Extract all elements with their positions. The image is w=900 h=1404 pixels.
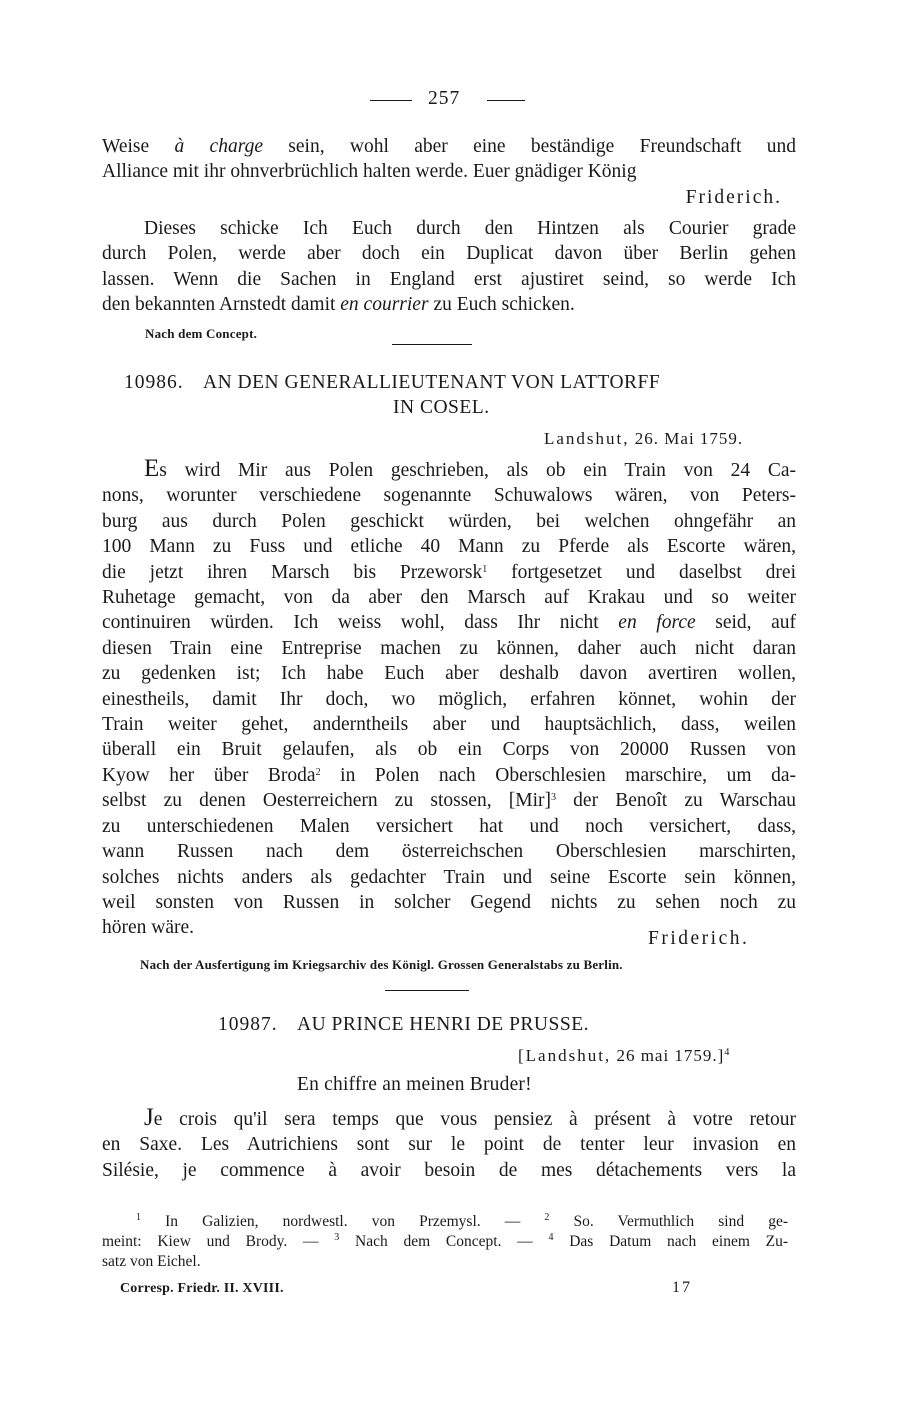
italic-phrase: à charge	[174, 136, 263, 157]
italic-phrase: en courrier	[340, 294, 429, 316]
text-line: diesen Train eine Entreprise machen zu können, daher auch nicht daran	[102, 637, 796, 659]
text-line: selbst zu denen Oesterreichern zu stossen, [Mir]$^3$ der Benoît zu Warschau	[102, 790, 796, 812]
italic-phrase: en force	[618, 612, 696, 634]
letter-number: 10987.	[218, 1014, 278, 1035]
text-line: Ruhetage gemacht, von da aber den Marsch auf Krakau und so weiter	[102, 587, 796, 609]
text-line: solches nichts anders als gedachter Train und seine Escorte sein können,	[102, 866, 796, 888]
header-rule-right	[487, 100, 525, 101]
text-line: Dieses schicke Ich Euch durch den Hintzen als Courier grade	[144, 218, 796, 239]
text-line: durch Polen, werde aber doch ein Duplicat davon über Berlin gehen	[102, 243, 796, 265]
text-line: Train weiter gehet, anderntheils aber und hauptsächlich, dass, weilen	[102, 714, 796, 736]
signature-mark: Corresp. Friedr. II. XVIII.	[120, 1281, 284, 1296]
text-line: hören wäre.	[102, 917, 195, 939]
letter-date	[544, 429, 743, 449]
footnote-ref: 4	[724, 1047, 731, 1058]
initial-letter: E	[144, 455, 160, 482]
text-line: Je crois qu'il sera temps que vous pensiez à présent à votre retour	[144, 1104, 796, 1131]
footnote-ref: 1	[136, 1212, 141, 1223]
date-value: 26. Mai 1759.	[634, 429, 744, 448]
text-line: Silésie, je commence à avoir besoin de mes détachements vers la	[102, 1159, 796, 1181]
date-value: 26 mai 1759.]	[616, 1046, 725, 1065]
page-number: 257	[428, 88, 461, 109]
sheet-number: 17	[672, 1279, 692, 1296]
text-line: weil sonsten von Russen in solcher Gegend nichts zu sehen noch zu	[102, 891, 796, 913]
letter-date	[518, 1046, 730, 1066]
section-rule	[385, 990, 469, 991]
text-line: zu unterschiedenen Malen versichert hat und noch versichert, dass,	[102, 815, 796, 837]
text-line: 100 Mann zu Fuss und etliche 40 Mann zu Pferde als Escorte wären,	[102, 536, 796, 558]
source-note: Nach dem Concept.	[145, 326, 258, 341]
footnote-line: $^1$ In Galizien, nordwestl. von Przemysl. — $^2$ So. Vermuthlich sind ge-	[136, 1212, 789, 1230]
text-line: Weise à charge sein, wohl aber eine beständige Freundschaft und	[102, 136, 796, 157]
text-line: burg aus durch Polen geschickt würden, bei welchen ohngefähr an	[102, 510, 796, 532]
footnote-ref: 3	[334, 1232, 340, 1243]
date-place: [Landshut,	[518, 1046, 612, 1065]
section-rule	[392, 344, 472, 345]
header-rule-left	[370, 100, 412, 101]
footnote-ref: 2	[315, 766, 321, 778]
letter-number: 10986.	[124, 372, 184, 393]
text-line: wann Russen nach dem österreichschen Oberschlesien marschirten,	[102, 841, 796, 863]
footnote-ref: 3	[551, 792, 556, 804]
text-line: überall ein Bruit gelaufen, als ob ein Corps von 20000 Russen von	[102, 739, 796, 761]
signature: Friderich.	[685, 186, 782, 208]
text-line: einestheils, damit Ihr doch, wo möglich, erfahren könnet, wohin der	[102, 688, 796, 710]
date-place: Landshut,	[544, 429, 630, 448]
initial-letter: J	[144, 1104, 154, 1131]
letter-heading	[218, 1014, 589, 1036]
letter-continuation	[102, 134, 796, 210]
footnote-ref: 2	[544, 1212, 550, 1223]
text-line: en Saxe. Les Autrichiens sont sur le point de tenter leur invasion en	[102, 1134, 796, 1156]
source-note: Nach der Ausfertigung im Kriegsarchiv des Königl. Grossen Generalstabs zu Berlin.	[140, 957, 623, 972]
footnote-ref: 1	[482, 563, 488, 575]
postscript	[102, 216, 796, 318]
letter-body	[102, 1104, 796, 1183]
heading-line: AU PRINCE HENRI DE PRUSSE.	[297, 1014, 589, 1035]
footnote-line: satz von Eichel.	[102, 1253, 201, 1270]
footnotes	[102, 1212, 788, 1272]
text-line: continuiren würden. Ich weiss wohl, dass Ihr nicht en force seid, auf	[102, 612, 797, 634]
signature: Friderich.	[648, 928, 750, 949]
footnote-line: meint: Kiew und Brody. — $^3$ Nach dem Concept. — $^4$ Das Datum nach einem Zu-	[102, 1232, 789, 1250]
text-line: zu gedenken ist; Ich habe Euch aber deshalb davon avertiren wollen,	[102, 663, 796, 685]
text-line: Alliance mit ihr ohnverbrüchlich halten werde. Euer gnädiger König	[102, 161, 637, 183]
text-line: Kyow her über Broda$^2$ in Polen nach Oberschlesien marschire, um da-	[102, 764, 796, 786]
letter-heading	[124, 372, 660, 394]
text-line: den bekannten Arnstedt damit en courrier zu Euch schicken.	[102, 294, 575, 316]
subheading: En chiffre an meinen Bruder!	[297, 1074, 532, 1095]
text-line: die jetzt ihren Marsch bis Przeworsk$^1$ fortgesetzet und daselbst drei	[102, 561, 796, 583]
text-line: lassen. Wenn die Sachen in England erst ajustiret seind, so werde Ich	[102, 268, 796, 290]
letter-heading-line2: IN COSEL.	[393, 397, 490, 418]
text-line: nons, worunter verschiedene sogenannte Schuwalows wären, von Peters-	[102, 485, 796, 507]
heading-line: AN DEN GENERALLIEUTENANT VON LATTORFF	[203, 372, 661, 393]
letter-body	[102, 455, 797, 941]
footnote-ref: 4	[548, 1232, 554, 1243]
text-line: Es wird Mir aus Polen geschrieben, als ob ein Train von 24 Ca-	[144, 455, 796, 482]
